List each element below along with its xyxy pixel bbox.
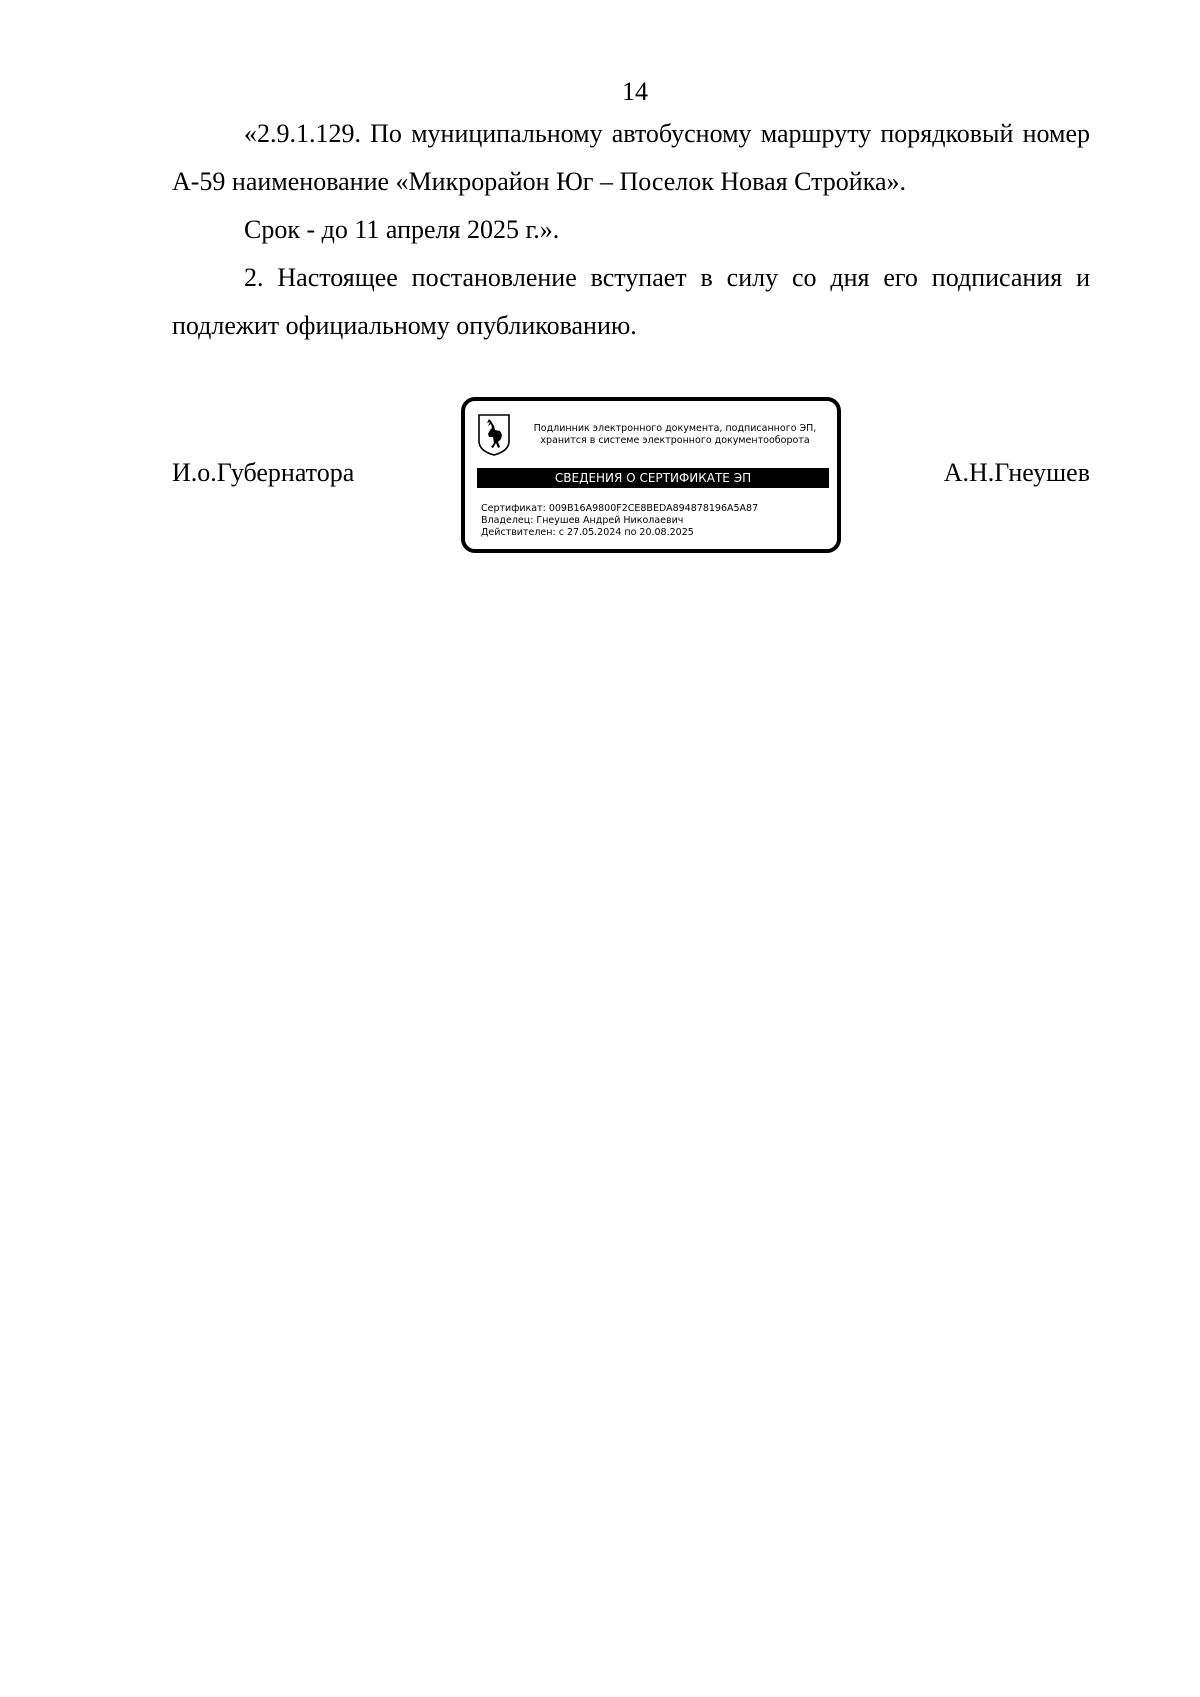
stamp-title-bar: СВЕДЕНИЯ О СЕРТИФИКАТЕ ЭП xyxy=(477,468,829,488)
signatory-position: И.о.Губернатора xyxy=(172,458,355,487)
stamp-validity: Действителен: с 27.05.2024 по 20.08.2025 xyxy=(481,527,694,538)
stamp-details xyxy=(481,503,831,539)
electronic-signature-stamp xyxy=(461,397,841,553)
stamp-header-line1: Подлинник электронного документа, подписанного ЭП, xyxy=(533,423,817,434)
signatory-name: А.Н.Гнеушев xyxy=(943,458,1090,487)
paragraph-term: Срок - до 11 апреля 2025 г.». xyxy=(244,215,560,244)
page-number: 14 xyxy=(622,77,648,106)
deer-coat-of-arms-icon xyxy=(477,413,511,457)
stamp-owner: Владелец: Гнеушев Андрей Николаевич xyxy=(481,515,684,526)
paragraph-effective: 2. Настоящее постановление вступает в силу со дня его подписания и подлежит официальному опубликованию. xyxy=(172,263,1090,340)
stamp-header xyxy=(515,423,835,447)
stamp-certificate: Сертификат: 009B16A9800F2CE8BEDA894878196A5A87 xyxy=(481,503,759,514)
paragraph-route: «2.9.1.129. По муниципальному автобусному маршруту порядковый номер А-59 наименование «Микрорайон Юг – Поселок Новая Стройка». xyxy=(172,119,1090,196)
stamp-header-line2: хранится в системе электронного документооборота xyxy=(540,435,810,446)
